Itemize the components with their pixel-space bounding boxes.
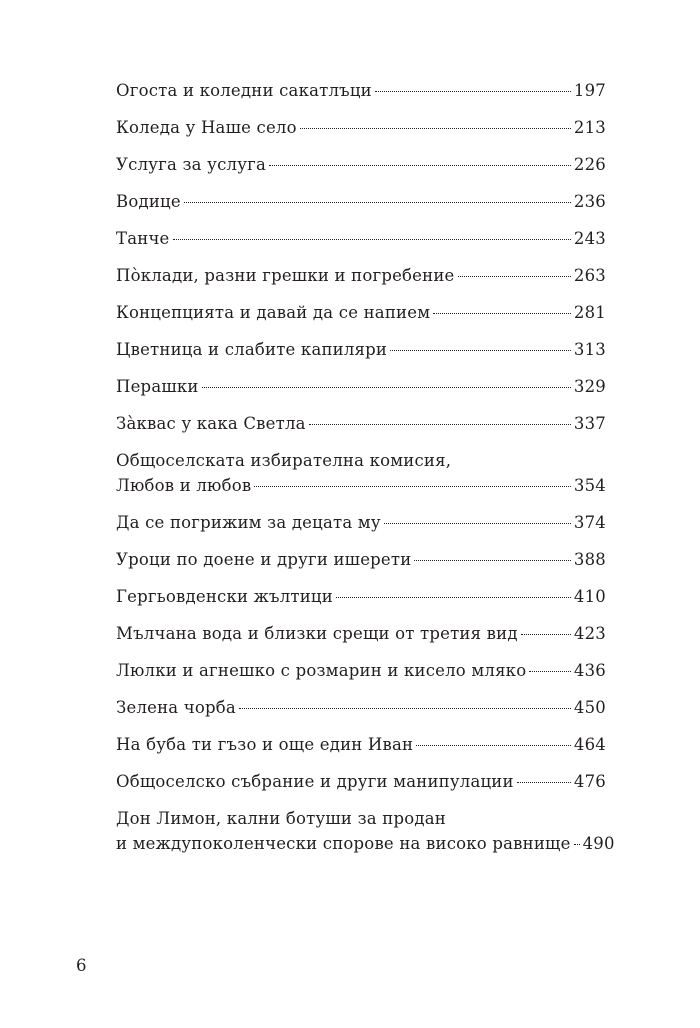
toc-entry [116,263,606,288]
toc-entry-title: Да се погрижим за децата му [116,513,381,532]
toc-entry [116,189,606,214]
dot-leader [390,350,571,351]
dot-leader [416,745,571,746]
dot-leader [517,782,571,783]
toc-entry-title: Концепцията и давай да се напием [116,303,431,322]
toc-entry [116,547,606,572]
toc-entry-title: Общоселско събрание и други манипулации [116,772,514,791]
dot-leader [269,165,571,166]
toc-entry [116,152,606,177]
toc-entry [116,732,606,757]
dot-leader [239,708,571,709]
toc-entry [116,658,606,683]
toc-entry-title: Мълчана вода и близки срещи от третия вид [116,624,518,643]
toc-entry-title: Услуга за услуга [116,155,266,174]
page-number: 6 [76,956,87,975]
toc-entry-page: 423 [573,624,606,643]
toc-entry-page: 374 [573,513,606,532]
toc-entry-page: 490 [582,834,615,853]
dot-leader [173,239,571,240]
toc-entry-page: 263 [573,266,606,285]
toc-entry-title: Зàквас у кака Светла [116,414,306,433]
toc-entry-page: 450 [573,698,606,717]
toc-entry-title: Пòклади, разни грешки и погребение [116,266,455,285]
toc-entry-title: Цветница и слабите капиляри [116,340,388,359]
toc-entry-page: 213 [573,118,606,137]
toc-entry-page: 354 [573,476,606,495]
toc-entry [116,510,606,535]
dot-leader [300,128,571,129]
toc-entry-page: 243 [573,229,606,248]
toc-entry [116,584,606,609]
toc-entry-page: 464 [573,735,606,754]
toc-entry-page: 313 [573,340,606,359]
dot-leader [574,844,580,845]
toc-entry [116,411,606,436]
dot-leader [309,424,571,425]
dot-leader [521,634,571,635]
toc-entry-page: 281 [573,303,606,322]
toc-entry-title: Люлки и агнешко с розмарин и кисело мляко [116,661,527,680]
toc-entry-page: 337 [573,414,606,433]
toc-entry [116,300,606,325]
toc-entry-page: 329 [573,377,606,396]
toc-entry-title: Водице [116,192,181,211]
dot-leader [384,523,571,524]
dot-leader [184,202,571,203]
dot-leader [202,387,571,388]
dot-leader [458,276,571,277]
toc-entry [116,78,606,103]
toc-entry [116,806,615,856]
toc-entry-title: Любов и любов [116,476,252,495]
toc-entry [116,695,606,720]
toc-entry-title: Перашки [116,377,199,396]
toc-entry-page: 410 [573,587,606,606]
toc-entry-title: Танче [116,229,170,248]
toc-entry-title: На буба ти гъзо и още един Иван [116,735,414,754]
dot-leader [433,313,571,314]
dot-leader [254,486,571,487]
toc-entry-title: и междупоколенчески спорове на високо равнище [116,834,571,853]
toc-entry-title: Зелена чорба [116,698,236,717]
toc-entry-title-line1: Дон Лимон, кални ботуши за продан [116,809,446,828]
toc-entry-page: 226 [573,155,606,174]
dot-leader [414,560,570,561]
toc-entry-page: 197 [573,81,606,100]
toc-entry-title: Гергьовденски жълтици [116,587,333,606]
table-of-contents [116,78,615,868]
toc-entry-title: Огоста и коледни сакатлъци [116,81,372,100]
toc-entry [116,374,606,399]
toc-entry [116,337,606,362]
toc-entry-page: 436 [573,661,606,680]
toc-entry [116,115,606,140]
toc-entry-page: 388 [573,550,606,569]
toc-entry-title-line1: Общоселската избирателна комисия, [116,451,452,470]
toc-entry [116,621,606,646]
toc-entry [116,226,606,251]
toc-entry-page: 236 [573,192,606,211]
toc-entry [116,769,606,794]
toc-entry-title: Коледа у Наше село [116,118,297,137]
dot-leader [529,671,571,672]
dot-leader [336,597,571,598]
dot-leader [375,91,571,92]
toc-entry [116,448,606,498]
toc-entry-title: Уроци по доене и други ишерети [116,550,412,569]
toc-entry-page: 476 [573,772,606,791]
